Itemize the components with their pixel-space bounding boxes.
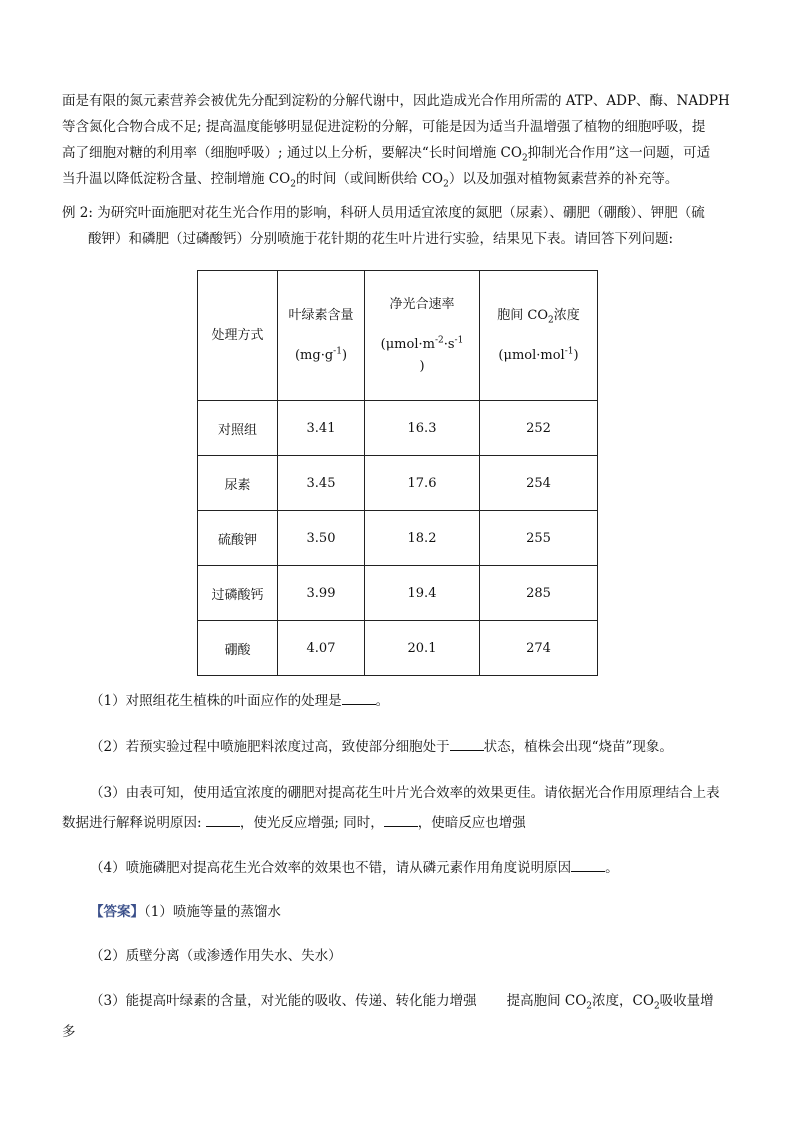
header-net-rate: 净光合速率 ($\mu mol\cdot m^{-2}\cdot s^{-1}$ ) [365, 271, 480, 401]
table-row [198, 621, 598, 676]
intro-line-4: 当升温以降低淀粉含量、控制增施 $CO_2$的时间（或间断供给 $CO_2$）以及加强对植物氮素营养的补充等。 [62, 171, 679, 190]
cell-chlorophyll: 3.45 [278, 456, 365, 511]
answer-label: 【答案】 [90, 904, 144, 920]
answer-3-line-2: 多 [62, 1024, 76, 1040]
cell-treatment: 尿素 [198, 456, 278, 511]
cell-chlorophyll: 3.99 [278, 566, 365, 621]
cell-net-rate: 19.4 [365, 566, 480, 621]
cell-chlorophyll: 4.07 [278, 621, 365, 676]
cell-treatment: 对照组 [198, 401, 278, 456]
results-table [197, 270, 598, 676]
answer-blank [384, 814, 418, 827]
answer-blank [206, 814, 240, 827]
table-row [198, 456, 598, 511]
table-header-row [198, 271, 598, 401]
example-line-1: 例 2: 为研究叶面施肥对花生光合作用的影响，科研人员用适宜浓度的氮肥（尿素）、硼肥（硼酸）、钾肥（硫 [62, 205, 705, 221]
cell-net-rate: 20.1 [365, 621, 480, 676]
cell-co2: 285 [480, 566, 598, 621]
answer-2: （2）质壁分离（或渗透作用失水、失水） [90, 948, 342, 964]
cell-net-rate: 17.6 [365, 456, 480, 511]
cell-chlorophyll: 3.50 [278, 511, 365, 566]
header-co2: 胞间 $CO_2$浓度 (μmol·mol$^{-1}$) [480, 271, 598, 401]
cell-co2: 254 [480, 456, 598, 511]
question-1: （1）对照组花生植株的叶面应作的处理是 。 [90, 693, 390, 709]
question-3-line-2: 数据进行解释说明原因: ，使光反应增强; 同时， ，使暗反应也增强 [62, 815, 526, 831]
example-statement [62, 200, 732, 252]
header-treatment: 处理方式 [198, 271, 278, 401]
intro-paragraph [62, 88, 732, 192]
cell-co2: 274 [480, 621, 598, 676]
table-row [198, 566, 598, 621]
question-3-line-1: （3）由表可知，使用适宜浓度的硼肥对提高花生叶片光合效率的效果更佳。请依据光合作用原理结合上表 [90, 785, 720, 801]
answer-3-line-1: （3）能提高叶绿素的含量，对光能的吸收、传递、转化能力增强 提高胞间 $CO_2$浓度，$CO_2$吸收量增 [90, 993, 714, 1012]
example-line-2: 酸钾）和磷肥（过磷酸钙）分别喷施于花针期的花生叶片进行实验，结果见下表。请回答下列问题: [88, 231, 674, 247]
table-row [198, 401, 598, 456]
cell-net-rate: 18.2 [365, 511, 480, 566]
question-2: （2）若预实验过程中喷施肥料浓度过高，致使部分细胞处于 状态，植株会出现“烧苗”现象。 [90, 739, 673, 755]
intro-line-2: 等含氮化合物合成不足; 提高温度能够明显促进淀粉的分解，可能是因为适当升温增强了植物的细胞呼吸，提 [62, 119, 706, 135]
cell-net-rate: 16.3 [365, 401, 480, 456]
intro-line-1: 面是有限的氮元素营养会被优先分配到淀粉的分解代谢中，因此造成光合作用所需的 ATP、ADP、酶、NADPH [62, 93, 730, 109]
answer-1: 【答案】（1）喷施等量的蒸馏水 [90, 904, 281, 920]
answer-blank [450, 738, 484, 751]
cell-treatment: 硼酸 [198, 621, 278, 676]
answer-blank [571, 859, 605, 872]
question-4: （4）喷施磷肥对提高花生光合效率的效果也不错，请从磷元素作用角度说明原因 。 [90, 860, 619, 876]
table-row [198, 511, 598, 566]
cell-co2: 252 [480, 401, 598, 456]
cell-chlorophyll: 3.41 [278, 401, 365, 456]
intro-line-3: 高了细胞对糖的利用率（细胞呼吸）; 通过以上分析，要解决“长时间增施 $CO_2$抑制光合作用”这一问题，可适 [62, 145, 711, 164]
header-chlorophyll: 叶绿素含量 $(mg\cdot g^{-1})$ [278, 271, 365, 401]
cell-treatment: 硫酸钾 [198, 511, 278, 566]
cell-co2: 255 [480, 511, 598, 566]
cell-treatment: 过磷酸钙 [198, 566, 278, 621]
answer-blank [342, 692, 376, 705]
